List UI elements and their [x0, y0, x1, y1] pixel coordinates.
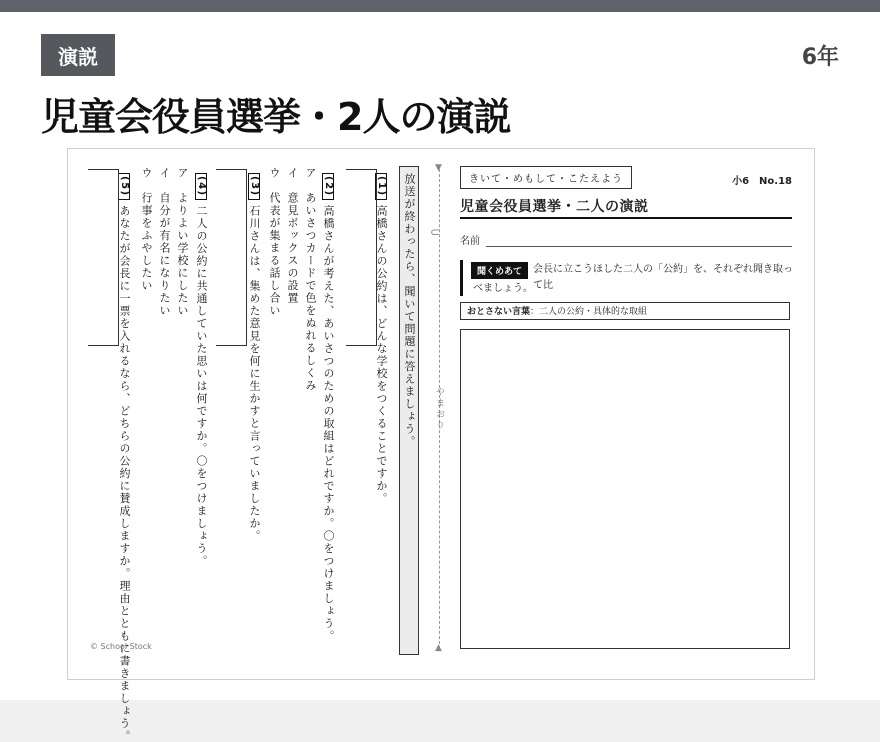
- question-1-number: (1): [375, 173, 387, 200]
- question-3-number: (3): [248, 173, 260, 200]
- question-4-choice-a[interactable]: ア よりよい学校にしたい: [176, 167, 189, 317]
- question-1-text: 高橋さんの公約は、どんな学校をつくることですか。: [375, 204, 388, 505]
- question-2-choice-a[interactable]: ア あいさつカードで色をぬれるしくみ: [304, 167, 317, 392]
- name-label: 名前: [460, 236, 480, 247]
- copyright-text: © School Stock: [90, 642, 152, 651]
- question-4-number: (4): [195, 173, 207, 200]
- question-3-text: 石川さんは、集めた意見を何に生かすと言っていましたか。: [248, 204, 261, 543]
- fold-label: やまおり: [434, 387, 444, 431]
- question-2-choice-c[interactable]: ウ 代表が集まる話し合い: [268, 167, 281, 317]
- fold-symbol-icon: ⊂: [430, 225, 441, 239]
- question-3: [248, 173, 260, 542]
- question-2-choice-b[interactable]: イ 意見ボックスの設置: [286, 167, 299, 305]
- question-4: [195, 173, 207, 567]
- grade-label: 6年: [801, 45, 839, 70]
- keyword-text: ：二人の公約・具体的な取組: [530, 307, 648, 317]
- answer-box-5[interactable]: [88, 169, 119, 346]
- page-title: 児童会役員選挙・2人の演説: [41, 95, 511, 139]
- worksheet-title: 児童会役員選挙・二人の演説: [460, 199, 649, 215]
- memo-writing-area[interactable]: [460, 329, 790, 649]
- keyword-label: おとさない言葉: [467, 307, 531, 317]
- fold-arrow-bottom-icon: ▲: [435, 643, 442, 653]
- worksheet-image: [67, 148, 815, 742]
- keyword-box: [460, 302, 790, 320]
- category-tag: 演説: [41, 34, 115, 76]
- question-5: [118, 173, 130, 742]
- listening-goal-text-1: 会長に立こうほした二人の「公約」を、それぞれ聞き取って比: [533, 264, 793, 291]
- question-4-choice-b[interactable]: イ 自分が有名になりたい: [158, 167, 171, 317]
- worksheet-number: 小6 No.18: [732, 176, 792, 187]
- listening-goal: [460, 260, 795, 296]
- answer-box-3[interactable]: [216, 169, 247, 346]
- question-2-number: (2): [322, 173, 334, 200]
- top-bar: [0, 0, 880, 12]
- question-2-text: 高橋さんが考えた、あいさつのための取組はどれですか。〇をつけましょう。: [322, 204, 335, 643]
- question-2: [322, 173, 334, 642]
- question-5-number: (5): [118, 173, 130, 200]
- answer-box-1[interactable]: [346, 169, 377, 346]
- fold-arrow-top-icon: ▼: [435, 163, 442, 173]
- name-field[interactable]: [486, 246, 792, 247]
- instruction-text: 放送が終わったら、聞いて問題に答えましょう。: [403, 173, 416, 448]
- listening-goal-badge: 聞くめあて: [471, 262, 528, 279]
- question-4-text: 二人の公約に共通していた思いは何ですか。〇をつけましょう。: [195, 204, 208, 568]
- question-4-choice-c[interactable]: ウ 行事をふやしたい: [140, 167, 153, 292]
- question-5-text: あなたが会長に一票を入れるなら、どちらの公約に賛成しますか。理由とともに書きましょう。: [118, 204, 131, 742]
- listening-goal-text-2: べましょう。: [473, 283, 533, 294]
- worksheet-subtag: きいて・めもして・こたえよう: [460, 166, 632, 189]
- title-underline: [460, 217, 792, 219]
